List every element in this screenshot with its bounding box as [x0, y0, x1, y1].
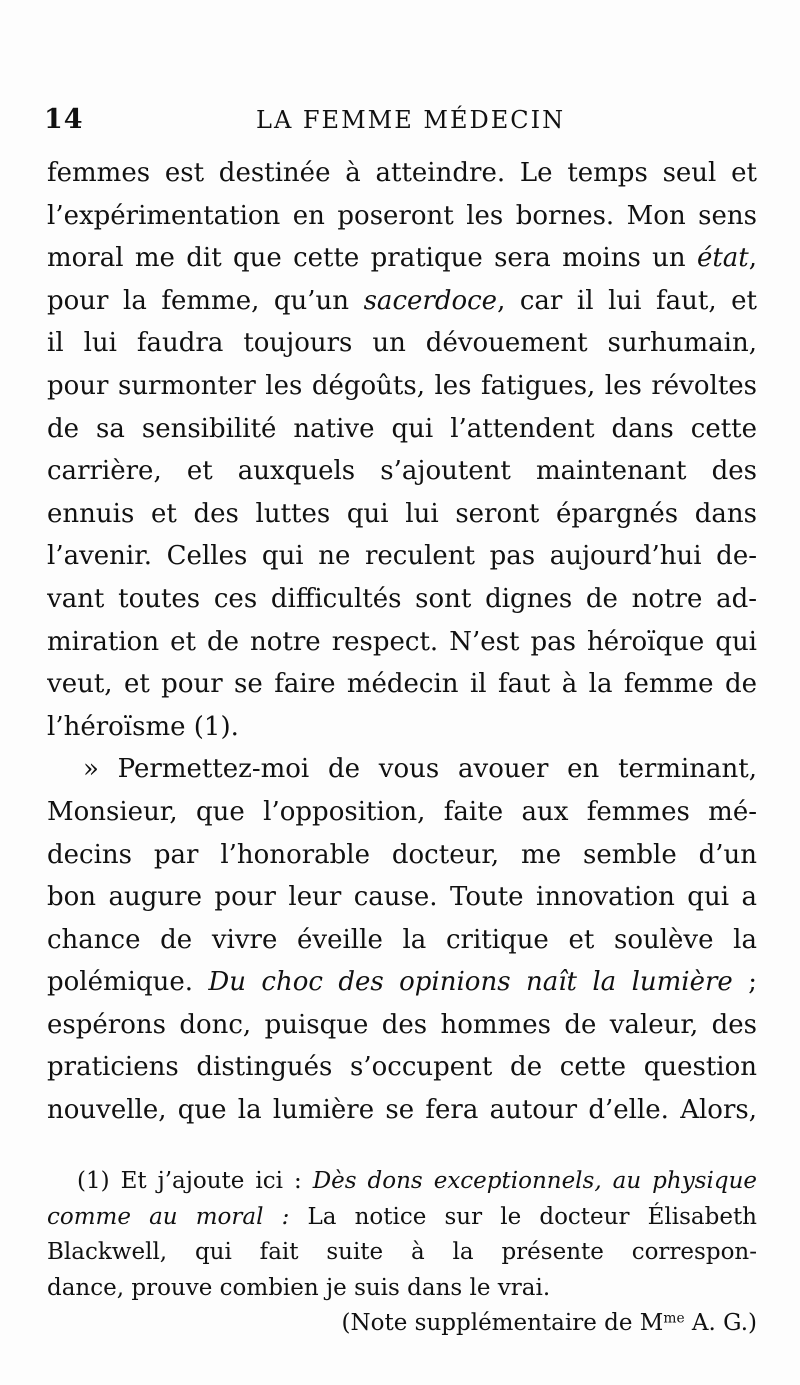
text-line: carrière, et auxquels s’ajoutent maintenant des	[47, 456, 757, 487]
text-segment: moral me dit que cette pratique sera moins un	[47, 243, 697, 274]
text-line: veut, et pour se faire médecin il faut à la femme de	[47, 669, 757, 700]
footnote-line: Blackwell, qui fait suite à la présente correspon-	[47, 1239, 757, 1265]
text-line	[47, 237, 757, 280]
italic-phrase: Dès dons exceptionnels, au physique	[312, 1168, 757, 1194]
text-segment: A. G.)	[684, 1310, 757, 1336]
text-segment: (1) Et j’ajoute ici :	[77, 1168, 313, 1194]
text-segment: polémique.	[47, 967, 209, 998]
text-segment: ;	[732, 967, 757, 998]
text-segment: ,	[748, 243, 757, 274]
text-line: l’expérimentation en poseront les bornes. Mon sens	[47, 200, 757, 231]
text-line: il lui faudra toujours un dévouement surhumain,	[47, 328, 757, 359]
text-line: nouvelle, que la lumière se fera autour d’elle. Alors,	[47, 1095, 757, 1126]
text-segment: (Note supplémentaire de M	[341, 1310, 664, 1336]
page-header	[44, 104, 754, 140]
text-line: chance de vivre éveille la critique et soulève la	[47, 924, 757, 955]
text-line: » Permettez-moi de vous avouer en terminant,	[83, 754, 757, 785]
text-line: de sa sensibilité native qui l’attendent dans cette	[47, 413, 757, 444]
italic-phrase: comme au moral :	[47, 1203, 290, 1230]
text-line: Monsieur, que l’opposition, faite aux femmes mé-	[47, 796, 757, 827]
footnote	[47, 1164, 757, 1342]
footnote-line	[47, 1200, 757, 1236]
text-line: bon augure pour leur cause. Toute innovation qui a	[47, 882, 757, 913]
text-line: vant toutes ces difficultés sont dignes de notre ad-	[47, 583, 757, 614]
text-line: l’avenir. Celles qui ne reculent pas aujourd’hui de-	[47, 541, 757, 572]
text-line: femmes est destinée à atteindre. Le temps seul et	[47, 158, 757, 188]
footnote-line: dance, prouve combien je suis dans le vrai.	[47, 1274, 551, 1301]
text-line: ennuis et des luttes qui lui seront épargnés dans	[47, 498, 757, 529]
superscript: me	[663, 1310, 685, 1327]
text-line: miration et de notre respect. N’est pas héroïque qui	[47, 626, 757, 657]
text-line: decins par l’honorable docteur, me semble d’un	[47, 839, 757, 870]
text-segment: pour la femme, qu’un	[47, 285, 364, 316]
text-line: espérons donc, puisque des hommes de valeur, des	[47, 1009, 757, 1040]
text-line	[47, 280, 757, 323]
text-line	[47, 961, 757, 1004]
footnote-attribution	[47, 1306, 757, 1342]
text-line: praticiens distingués s’occupent de cette question	[47, 1052, 757, 1083]
italic-word: état	[696, 243, 749, 274]
italic-word: sacerdoce	[363, 285, 498, 316]
text-segment: , car il lui faut, et	[497, 285, 757, 316]
running-title: LA FEMME MÉDECIN	[256, 106, 566, 134]
text-segment: La notice sur le docteur Élisabeth	[289, 1203, 757, 1230]
page-number: 14	[44, 104, 84, 135]
italic-quote: Du choc des opinions naît la lumière	[208, 967, 733, 998]
text-line: l’héroïsme (1).	[47, 711, 239, 742]
text-line: pour surmonter les dégoûts, les fatigues, les révoltes	[47, 370, 757, 401]
footnote-line	[47, 1164, 757, 1200]
body-text	[47, 152, 757, 1132]
